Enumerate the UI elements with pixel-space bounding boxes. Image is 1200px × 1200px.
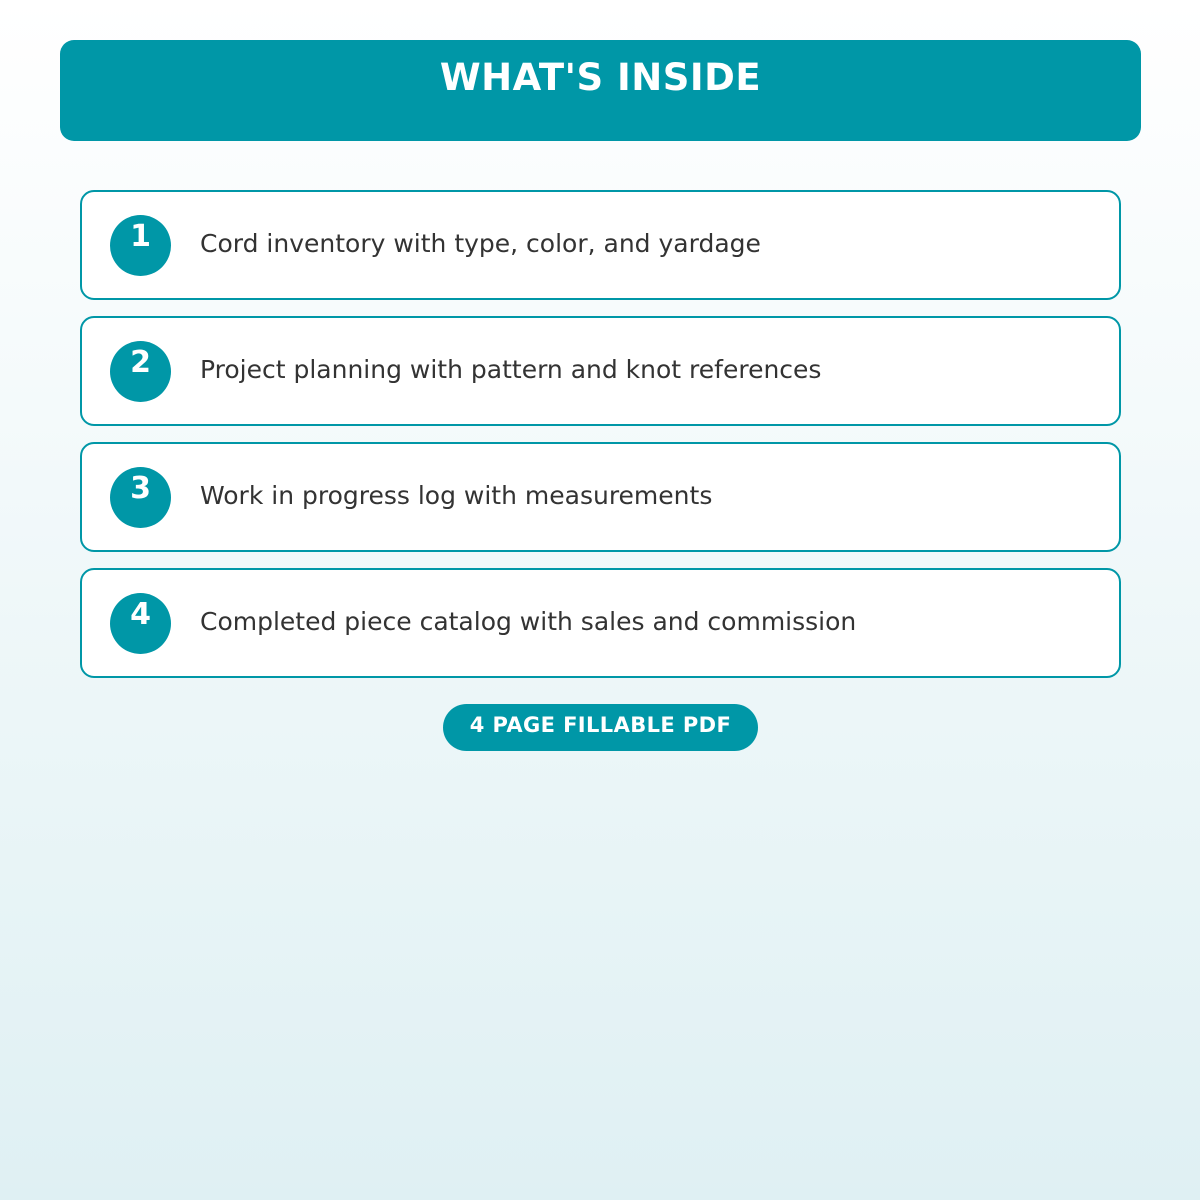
item-text: Cord inventory with type, color, and yardage xyxy=(200,229,761,258)
item-number: 1 xyxy=(130,219,151,254)
number-circle xyxy=(110,467,171,528)
list-item xyxy=(80,190,1121,300)
list-item xyxy=(80,568,1121,678)
item-text: Project planning with pattern and knot references xyxy=(200,355,822,384)
number-circle xyxy=(110,593,171,654)
number-circle xyxy=(110,341,171,402)
item-number: 4 xyxy=(130,597,151,632)
format-badge: 4 PAGE FILLABLE PDF xyxy=(443,704,758,751)
item-text: Completed piece catalog with sales and commission xyxy=(200,607,857,636)
list-item xyxy=(80,442,1121,552)
feature-list xyxy=(80,190,1121,694)
item-text: Work in progress log with measurements xyxy=(200,481,713,510)
header-banner xyxy=(60,40,1141,141)
item-number: 3 xyxy=(130,471,151,506)
item-number: 2 xyxy=(130,345,151,380)
number-circle xyxy=(110,215,171,276)
list-item xyxy=(80,316,1121,426)
page-title: WHAT'S INSIDE xyxy=(439,56,762,99)
